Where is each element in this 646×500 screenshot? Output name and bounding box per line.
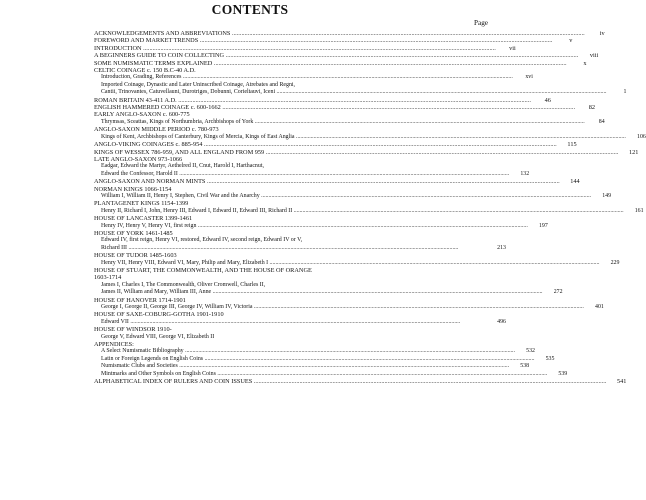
toc-entry [94, 89, 627, 96]
toc-entry-page: v [569, 37, 573, 45]
toc-entry-title: William I, William II, Henry I, Stephen, Civil War and the Anarchy ..... [101, 193, 591, 200]
toc-entry [94, 44, 516, 52]
toc-entry [94, 186, 506, 193]
toc-entry [94, 148, 639, 156]
toc-entry-page [486, 111, 506, 118]
toc-entry-title: ALPHABETICAL INDEX OF RULERS AND COIN ISSUES ..... [94, 378, 606, 385]
toc-entry-title: ANGLO-VIKING COINAGES c. 885-954 ..... [94, 141, 557, 148]
toc-entry-page: 46 [544, 96, 551, 104]
toc-entry [94, 282, 506, 289]
toc-entry-page: viii [589, 52, 599, 60]
toc-entry [94, 348, 535, 355]
toc-entry-title: Imported Coinage, Dynastic and Later Uninscribed Coinage, Atrebates and Regni, [101, 81, 296, 88]
toc-entry-page: vii [509, 44, 516, 52]
toc-entry-title: Introduction, Grading, References ..... [101, 74, 513, 81]
toc-entry-page: 84 [598, 118, 605, 125]
toc-entry [94, 82, 506, 89]
toc-entry-title: CELTIC COINAGE c. 150 B.C-40 A.D. [94, 67, 196, 75]
toc-entry-page [486, 282, 506, 289]
toc-entry-page [486, 326, 506, 333]
toc-entry-title: SOME NUMISMATIC TERMS EXPLAINED ..... [94, 60, 567, 67]
toc-entry [94, 274, 506, 281]
toc-entry-page: 272 [553, 289, 563, 296]
toc-entry-page: 538 [520, 363, 530, 370]
toc-entry-page [486, 230, 506, 237]
toc-entry-title: LATE ANGLO-SAXON 973-1066 [94, 155, 183, 163]
table-of-contents [94, 30, 646, 386]
toc-entry [94, 52, 599, 60]
toc-entry-title: HOUSE OF YORK 1461-1485 [94, 229, 173, 237]
toc-entry-title: 1603-1714 [94, 274, 122, 282]
toc-entry [94, 170, 530, 178]
toc-entry-title: Thrymsas, Sceattas, Kings of Northumbria, Archbishops of York ..... [101, 119, 585, 126]
toc-entry-title: George I, George II, George III, George IV, William IV, Victoria ..... [101, 304, 584, 311]
toc-entry-title: Henry IV, Henry V, Henry VI, first reign ..... [101, 223, 528, 230]
toc-entry-title: INTRODUCTION ..... [94, 45, 496, 52]
toc-entry [94, 133, 646, 141]
toc-entry-page: xvi [525, 74, 533, 81]
toc-entry-page: 213 [497, 244, 506, 251]
toc-entry [94, 378, 627, 386]
toc-entry-page [486, 156, 506, 163]
toc-entry-page: 539 [558, 370, 568, 377]
toc-entry-page [486, 126, 506, 133]
toc-entry-title: George V, Edward VIII, George VI, Elizabeth II [101, 333, 215, 340]
toc-entry-page: 144 [570, 178, 580, 186]
toc-entry-page [486, 252, 506, 259]
toc-entry-page: 1 [623, 89, 627, 96]
toc-entry-title: EARLY ANGLO-SAXON c. 600-775 [94, 111, 190, 119]
toc-entry-page [486, 334, 506, 341]
toc-entry [94, 355, 555, 363]
toc-entry [94, 341, 506, 348]
toc-entry-title: Henry VII, Henry VIII, Edward VI, Mary, Philip and Mary, Elizabeth I ..... [101, 260, 599, 267]
toc-entry-title: PLANTAGENET KINGS 1154-1399 [94, 200, 189, 208]
toc-entry [94, 207, 644, 215]
toc-entry-page: 115 [567, 141, 577, 149]
toc-entry [94, 215, 506, 222]
toc-entry-title: Eadgar, Edward the Martyr, Aethelred II, Cnut, Harold I, Harthacnut, [101, 163, 264, 170]
toc-entry-page [486, 163, 506, 170]
toc-entry-title: Edward IV, first reign, Henry VI, restored, Edward IV, second reign, Edward IV or V, [101, 237, 303, 244]
toc-entry-page: 82 [588, 104, 596, 112]
toc-entry [94, 259, 620, 267]
toc-entry-title: FOREWORD AND MARKET TRENDS ..... [94, 37, 552, 44]
toc-entry-page [486, 200, 506, 207]
toc-entry-page: 132 [520, 170, 530, 177]
toc-entry-title: ROMAN BRITAIN 43-411 A.D. ..... [94, 97, 531, 104]
toc-entry [94, 370, 568, 378]
toc-entry [94, 111, 506, 118]
toc-entry [94, 200, 506, 207]
toc-entry [94, 267, 506, 274]
toc-entry-page [486, 297, 506, 304]
toc-entry [94, 30, 605, 37]
toc-entry-title: Cantii, Trinovantes, Catuvellauni, Durotriges, Dobunni, Corieltauvi, Iceni ..... [101, 89, 606, 96]
toc-entry-page [486, 82, 506, 89]
toc-entry-page: x [583, 59, 587, 67]
toc-entry-page: iv [599, 30, 605, 37]
toc-entry [94, 326, 506, 333]
toc-entry-page: 121 [628, 148, 639, 156]
toc-entry-title: HOUSE OF TUDOR 1485-1603 [94, 252, 177, 260]
toc-entry-page [486, 274, 506, 281]
toc-entry-page: 149 [602, 192, 612, 199]
toc-entry-title: HOUSE OF STUART, THE COMMONWEALTH, AND THE HOUSE OF ORANGE [94, 267, 312, 274]
page-column-header: Page [474, 19, 488, 27]
toc-entry [94, 163, 506, 170]
toc-entry-title: HOUSE OF SAXE-COBURG-GOTHA 1901-1910 [94, 311, 224, 319]
toc-entry-page [486, 186, 506, 193]
toc-entry-page: 197 [538, 222, 548, 229]
toc-entry-title: HOUSE OF WINDSOR 1910- [94, 326, 172, 334]
toc-entry [94, 245, 506, 252]
toc-entry [94, 59, 587, 67]
toc-entry [94, 304, 604, 311]
toc-entry-title: HOUSE OF LANCASTER 1399-1461 [94, 215, 193, 223]
toc-entry [94, 311, 506, 318]
toc-entry-title: Kings of Kent, Archbishops of Canterbury, Kings of Mercia, Kings of East Anglia ..... [101, 134, 626, 141]
toc-entry [94, 141, 577, 149]
toc-entry-title: KINGS OF WESSEX 786-959, AND ALL ENGLAND FROM 959 ..... [94, 149, 618, 156]
toc-entry-page: 541 [617, 378, 627, 386]
toc-entry-title: James I, Charles I, The Commonwealth, Oliver Cromwell, Charles II, [101, 281, 266, 288]
toc-entry-title: HOUSE OF HANOVER 1714-1901 [94, 296, 186, 304]
toc-entry-title: Numismatic Clubs and Societies ..... [101, 363, 509, 370]
toc-entry-title: ACKNOWLEDGEMENTS AND ABBREVIATIONS ..... [94, 30, 585, 37]
toc-entry-page [486, 311, 506, 318]
toc-entry-title: Henry II, Richard I, John, Henry III, Edward I, Edward II, Edward III, Richard II ..... [101, 208, 624, 215]
page-title: CONTENTS [211, 2, 289, 17]
toc-entry-page [486, 341, 506, 348]
toc-entry-title: James II, William and Mary, William III, Anne ..... [101, 289, 543, 296]
toc-entry [94, 222, 548, 230]
toc-entry [94, 252, 506, 259]
toc-entry-page: 535 [545, 355, 555, 362]
toc-entry-title: Mintmarks and Other Symbols on English Coins ..... [101, 371, 547, 378]
toc-entry [94, 96, 551, 104]
toc-entry-title: Edward VII ..... [101, 319, 486, 326]
toc-entry-title: ANGLO-SAXON MIDDLE PERIOD c. 780-973 [94, 126, 219, 134]
toc-entry-page: 106 [637, 133, 646, 140]
toc-entry-page [486, 267, 506, 274]
toc-entry-page: 161 [634, 207, 644, 214]
toc-entry [94, 74, 533, 81]
toc-entry [94, 192, 612, 200]
toc-entry-title: NORMAN KINGS 1066-1154 [94, 185, 172, 193]
toc-entry [94, 104, 596, 112]
toc-entry-page: 496 [497, 318, 506, 325]
toc-entry [94, 297, 506, 304]
toc-entry-title: Edward the Confessor, Harold II ..... [101, 171, 509, 178]
toc-entry [94, 334, 506, 341]
toc-entry [94, 178, 580, 186]
toc-entry [94, 156, 506, 163]
toc-entry-page: 401 [595, 304, 604, 311]
toc-entry-page: 229 [610, 259, 620, 266]
toc-entry-title: APPENDICES: [94, 341, 134, 349]
toc-entry-title: Latin or Foreign Legends on English Coins ..... [101, 356, 534, 363]
toc-entry [94, 363, 530, 370]
toc-entry [94, 289, 563, 296]
toc-entry-title: ENGLISH HAMMERED COINAGE c. 600-1662 ..... [94, 104, 575, 111]
toc-entry-page [486, 237, 506, 244]
toc-entry-title: Richard III ..... [101, 245, 486, 252]
toc-entry-page [486, 215, 506, 222]
toc-entry [94, 319, 506, 326]
toc-entry-title: ANGLO-SAXON AND NORMAN MINTS ..... [94, 178, 560, 185]
toc-entry-page: 532 [526, 348, 535, 355]
toc-entry [94, 118, 605, 126]
toc-entry-title: A Select Numismatic Bibliography ..... [101, 348, 515, 355]
toc-entry [94, 126, 506, 133]
toc-entry [94, 37, 573, 45]
toc-entry-title: A BEGINNERS GUIDE TO COIN COLLECTING ..... [94, 52, 578, 59]
toc-entry [94, 237, 506, 244]
